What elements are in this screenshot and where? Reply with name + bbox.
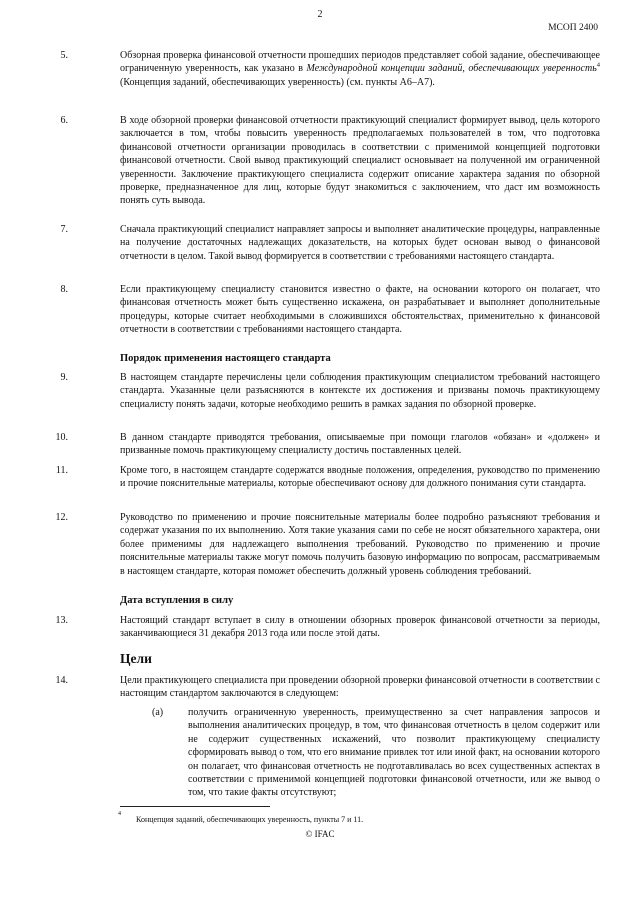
footnote — [118, 811, 600, 824]
section-heading-application: Порядок применения настоящего стандарта — [120, 353, 331, 364]
paragraph-number: 10. — [55, 432, 68, 443]
page-number: 2 — [317, 9, 323, 20]
paragraph-number: 14. — [55, 675, 68, 686]
section-heading-effective-date: Дата вступления в силу — [120, 595, 234, 606]
paragraph-number: 9. — [60, 372, 68, 383]
item-label: (a) — [152, 707, 164, 718]
paragraph-11 — [55, 464, 600, 491]
paragraph-number: 7. — [60, 224, 68, 235]
document-code: МСОП 2400 — [548, 23, 598, 33]
paragraph-text: В настоящем стандарте перечислены цели соблюдения практикующим специалистом требований настоящего стандарта. Указанные цели разъясняются в контексте их достижения и призваны помочь практикующему специалисту понять задачи, которые необходимо решить в рамках задания по обзорной проверке. — [120, 372, 600, 410]
paragraph-text: Обзорная проверка финансовой отчетности прошедших периодов представляет собой задание, обеспечивающее ограниченную уверенность, как указано в — [120, 50, 600, 75]
objective-item-a — [152, 706, 600, 800]
section-heading-objectives: Цели — [120, 651, 152, 666]
paragraph-text: Цели практикующего специалиста при проведении обзорной проверки финансовой отчетности в соответствии с настоящим стандартом заключаются в следующем: — [120, 675, 600, 700]
paragraph-9 — [60, 371, 600, 411]
paragraph-text: В данном стандарте приводятся требования, описываемые при помощи глаголов «обязан» и «должен» и призванные помочь практикующему специалисту достичь поставленных целей. — [120, 432, 600, 457]
framework-title: Международной концепции заданий, обеспечивающих уверенность — [306, 63, 597, 75]
paragraph-number: 5. — [60, 50, 68, 61]
paragraph-13 — [55, 614, 600, 641]
paragraph-10 — [55, 431, 600, 458]
item-text: получить ограниченную уверенность, преимущественно за счет направления запросов и выполнения аналитических процедур, в том, что финансовая отчетность в целом содержит или не содержит существенных искажений, что позволит практикующему специалисту сформировать вывод о том, что его внимание привлек тот или иной факт, на основании которого он полагает, что финансовая отчетность не подготавливалась во всех существенных аспектах в соответствии с применимой концепцией подготовки финансовой отчетности, или же вывод о том, что такие факты отсутствуют; — [188, 707, 600, 799]
paragraph-text: Если практикующему специалисту становится известно о факте, на основании которого он полагает, что финансовая отчетность может быть существенно искажена, он разрабатывает и выполняет дополнительные процедуры, которые считает необходимыми в сложившихся обстоятельствах, применительно к финансовой отчетности в соответствии с требованиями настоящего стандарта. — [120, 284, 600, 336]
paragraph-text-cont: (Концепция заданий, обеспечивающих уверенность) (см. пункты А6–А7). — [120, 76, 435, 88]
paragraph-number: 11. — [55, 465, 68, 476]
paragraph-number: 13. — [55, 615, 68, 626]
paragraph-number: 6. — [60, 115, 68, 126]
paragraph-14 — [55, 674, 600, 701]
paragraph-8 — [60, 283, 600, 337]
footnote-mark: 4 — [118, 811, 121, 817]
paragraph-text: Сначала практикующий специалист направляет запросы и выполняет аналитические процедуры, направленные на получение достаточных надлежащих доказательств, на которых будет основан вывод о финансовой отчетности в целом. Такой вывод формируется в соответствии с требованиями настоящего стандарта. — [120, 224, 600, 262]
paragraph-6 — [60, 114, 600, 208]
paragraph-7 — [60, 223, 600, 263]
footnote-divider — [120, 806, 270, 807]
footnote-text: Концепция заданий, обеспечивающих уверенность, пункты 7 и 11. — [136, 815, 364, 824]
footnote-reference: 4 — [596, 62, 600, 70]
paragraph-number: 12. — [55, 512, 68, 523]
paragraph-text: Настоящий стандарт вступает в силу в отношении обзорных проверок финансовой отчетности за периоды, заканчивающиеся 31 декабря 2013 года или после этой даты. — [120, 615, 600, 640]
copyright: © IFAC — [305, 829, 335, 839]
paragraph-number: 8. — [60, 284, 68, 295]
paragraph-text: Руководство по применению и прочие пояснительные материалы более подробно разъясняют требования и содержат указания по их выполнению. Хотя такие указания сами по себе не носят обязательного характера, они более применимы для надлежащего выполнения требований. Руководство по применению и прочие пояснительные материалы также могут помочь получить базовую информацию по вопросам, рассматриваемым в настоящем стандарте, которая поможет обеспечить должный уровень соблюдения требований. — [120, 512, 600, 577]
paragraph-5 — [60, 49, 600, 89]
paragraph-text: В ходе обзорной проверки финансовой отчетности практикующий специалист формирует вывод, цель которого заключается в том, чтобы повысить уверенность предполагаемых пользователей в том, что подготовка финансовой отчетности организации проводилась в соответствии с применимой концепцией подготовки финансовой отчетности. Свой вывод практикующий специалист основывает на полученной им ограниченной уверенности. Заключение практикующего специалиста содержит описание характера задания по обзорной проверке, предназначенное для лиц, которые будут знакомиться с заключением, что даст им возможность понять суть вывода. — [120, 115, 600, 207]
paragraph-12 — [55, 511, 600, 578]
paragraph-text: Кроме того, в настоящем стандарте содержатся вводные положения, определения, руководство по применению и прочие пояснительные материалы, которые обеспечивают основу для должного понимания сути стандарта. — [120, 465, 600, 490]
